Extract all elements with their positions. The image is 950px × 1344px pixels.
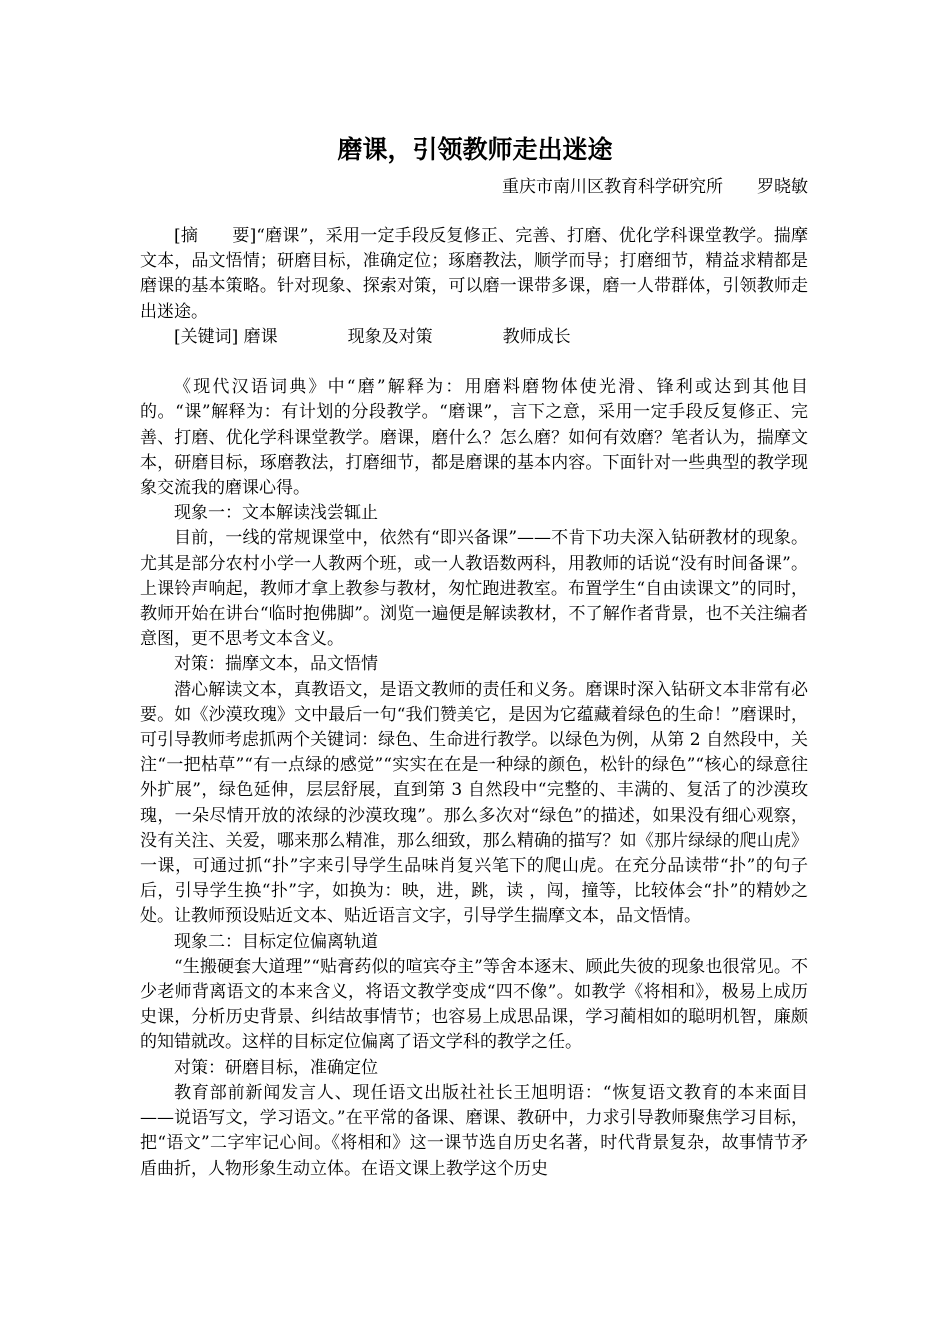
abstract-label-start: [摘 — [174, 226, 199, 246]
document-title: 磨课，引领教师走出迷途 — [337, 135, 613, 164]
author-affiliation: 重庆市南川区教育科学研究所 — [502, 177, 723, 197]
paragraph: “生搬硬套大道理”“贴膏药似的喧宾夺主”等舍本逐末、顾此失彼的现象也很常见。不少老师背离语文的本来含义，将语文教学变成“四不像”。如教学《将相和》，极易上成历史课，分析历史背景、纠结故事情节；也容易上成思品课，学习蔺相如的聪明机智，廉颇的知错就改。这样的目标定位偏离了语文学科的教学之任。 — [140, 956, 808, 1053]
paragraph: 《现代汉语词典》中“磨”解释为：用磨料磨物体使光滑、锋利或达到其他目的。“课”解释为：有计划的分段教学。“磨课”，言下之意，采用一定手段反复修正、完善、打磨、优化学科课堂教学。磨课，磨什么？怎么磨？如何有效磨？笔者认为，揣摩文本，研磨目标，琢磨教法，打磨细节，都是磨课的基本内容。下面针对一些典型的教学现象交流我的磨课心得。 — [140, 377, 808, 499]
document-body — [140, 224, 808, 1182]
keywords-label: [关键词] — [174, 326, 239, 347]
keyword-item: 教师成长 — [502, 326, 571, 347]
keyword-item: 磨课 — [243, 326, 278, 347]
author-name: 罗晓敏 — [757, 177, 808, 197]
keywords — [140, 325, 808, 350]
author-line — [140, 175, 808, 199]
keyword-item: 现象及对策 — [347, 326, 433, 347]
section-heading: 现象二：目标定位偏离轨道 — [174, 931, 378, 952]
abstract-text: “磨课”，采用一定手段反复修正、完善、打磨、优化学科课堂教学。揣摩文本，品文悟情；研磨目标，准确定位；琢磨教法，顺学而导；打磨细节，精益求精都是磨课的基本策略。针对现象、探索对策，可以磨一课带多课，磨一人带群体，引领教师走出迷途。 — [140, 226, 809, 322]
abstract — [140, 224, 808, 325]
section-heading: 对策：研磨目标，准确定位 — [174, 1057, 378, 1078]
section-heading: 现象一：文本解读浅尝辄止 — [174, 503, 378, 524]
abstract-label-end: 要] — [232, 226, 257, 246]
blank-line — [140, 350, 808, 375]
section-heading: 对策：揣摩文本，品文悟情 — [174, 654, 378, 675]
paragraph: 教育部前新闻发言人、现任语文出版社社长王旭明语：“恢复语文教育的本来面目——说语写文，学习语文。”在平常的备课、磨课、教研中，力求引导教师聚焦学习目标，把“语文”二字牢记心间。《将相和》这一课节选自历史名著，时代背景复杂，故事情节矛盾曲折，人物形象生动立体。在语文课上教学这个历史 — [140, 1082, 808, 1179]
paragraph: 潜心解读文本，真教语文，是语文教师的责任和义务。磨课时深入钻研文本非常有必要。如《沙漠玫瑰》文中最后一句“我们赞美它，是因为它蕴藏着绿色的生命！”磨课时，可引导教师考虑抓两个关键词：绿色、生命进行教学。以绿色为例，从第 2 自然段中，关注“一把枯草”“有一点绿的感觉”“实实在在是一种绿的颜色，松针的绿色”“核心的绿意往外扩展”，绿色延伸，层层舒展，直到第 3 自然段中“完整的、丰满的、复活了的沙漠玫瑰，一朵尽情开放的浓绿的沙漠玫瑰”。那么多次对“绿色”的描述，如果没有细心观察，没有关注、关爱，哪来那么精准，那么细致，那么精确的描写？如《那片绿绿的爬山虎》一课，可通过抓“扑”字来引导学生品味肖复兴笔下的爬山虎。在充分品读带“扑”的句子后，引导学生换“扑”字，如换为：映，进，跳，读 ，闯，撞等，比较体会“扑”的精妙之处。让教师预设贴近文本、贴近语言文字，引导学生揣摩文本，品文悟情。 — [140, 679, 808, 927]
paragraph: 目前，一线的常规课堂中，依然有“即兴备课”——不肯下功夫深入钻研教材的现象。尤其是部分农村小学一人教两个班，或一人教语数两科，用教师的话说“没有时间备课”。上课铃声响起，教师才拿上教参与教材，匆忙跑进教室。布置学生“自由读课文”的同时，教师开始在讲台“临时抱佛脚”。浏览一遍便是解读教材，不了解作者背景，也不关注编者意图，更不思考文本含义。 — [140, 528, 808, 650]
